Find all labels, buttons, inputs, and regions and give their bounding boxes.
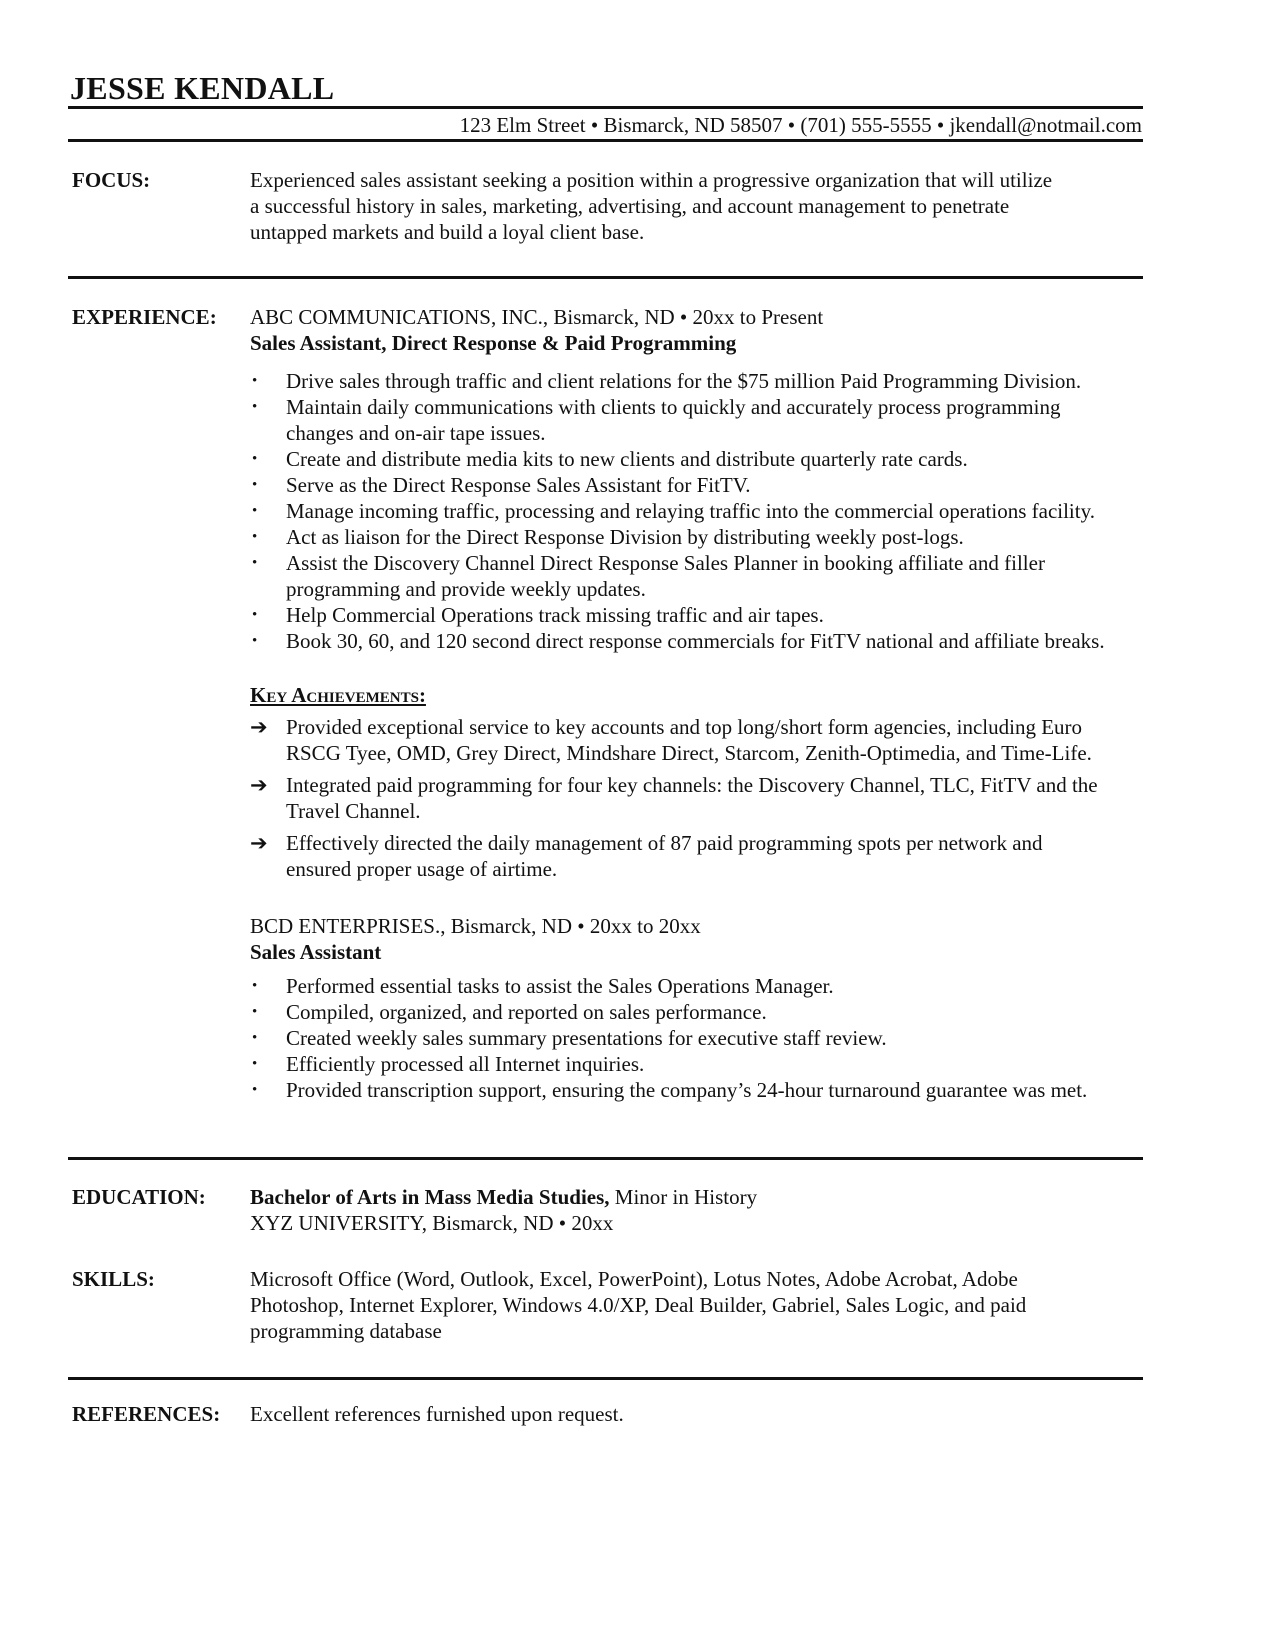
text-line: Manage incoming traffic, processing and relaying traffic into the commercial operations facility. xyxy=(286,499,1095,523)
arrow-icon: ➔ xyxy=(250,773,268,797)
text-line: Assist the Discovery Channel Direct Response Sales Planner in booking affiliate and filler xyxy=(286,551,1045,575)
text-line: ensured proper usage of airtime. xyxy=(286,857,558,881)
text-line: untapped markets and build a loyal client base. xyxy=(250,220,645,244)
achievements-list xyxy=(250,714,1140,882)
list-item xyxy=(250,1051,1140,1077)
references-label: REFERENCES: xyxy=(72,1402,221,1426)
text-line: Act as liaison for the Direct Response Division by distributing weekly post-logs. xyxy=(286,525,964,549)
arrow-icon: ➔ xyxy=(250,831,268,855)
job-bullets xyxy=(250,368,1140,654)
text-line: RSCG Tyee, OMD, Grey Direct, Mindshare Direct, Starcom, Zenith-Optimedia, and Time-Life. xyxy=(286,741,1092,765)
list-item xyxy=(250,973,1140,999)
text-line: Book 30, 60, and 120 second direct response commercials for FitTV national and affiliate breaks. xyxy=(286,629,1105,653)
list-item xyxy=(250,368,1140,394)
bullet-icon: • xyxy=(252,633,258,649)
job-company: ABC COMMUNICATIONS, INC., Bismarck, ND • 20xx to Present xyxy=(250,305,824,329)
text-line: Integrated paid programming for four key channels: the Discovery Channel, TLC, FitTV and the xyxy=(286,773,1098,797)
job-title: Sales Assistant xyxy=(250,940,382,964)
bullet-icon: • xyxy=(252,529,258,545)
text-line: Drive sales through traffic and client relations for the $75 million Paid Programming Division. xyxy=(286,369,1082,393)
job-company: BCD ENTERPRISES., Bismarck, ND • 20xx to 20xx xyxy=(250,914,701,938)
divider xyxy=(68,1377,1143,1380)
degree: Bachelor of Arts in Mass Media Studies, xyxy=(250,1185,610,1209)
divider xyxy=(68,106,1143,109)
divider xyxy=(68,276,1143,279)
divider xyxy=(68,139,1143,142)
text-line: Efficiently processed all Internet inquiries. xyxy=(286,1052,645,1076)
bullet-icon: • xyxy=(252,607,258,623)
list-item xyxy=(250,602,1140,628)
references-text: Excellent references furnished upon request. xyxy=(250,1402,624,1426)
bullet-icon: • xyxy=(252,399,258,415)
list-item xyxy=(250,472,1140,498)
text-line: a successful history in sales, marketing, advertising, and account management to penetrate xyxy=(250,194,1010,218)
key-achievements-heading: Key Achievements: xyxy=(250,683,426,707)
skills-label: SKILLS: xyxy=(72,1267,155,1291)
list-item xyxy=(250,498,1140,524)
bullet-icon: • xyxy=(252,1082,258,1098)
list-item xyxy=(250,1077,1140,1103)
text-line: Photoshop, Internet Explorer, Windows 4.0/XP, Deal Builder, Gabriel, Sales Logic, and paid xyxy=(250,1293,1027,1317)
job-bullets xyxy=(250,973,1140,1103)
focus-label: FOCUS: xyxy=(72,168,151,192)
bullet-icon: • xyxy=(252,477,258,493)
text-line: Travel Channel. xyxy=(286,799,421,823)
skills-text xyxy=(250,1266,1140,1344)
text-line: programming database xyxy=(250,1319,442,1343)
list-item xyxy=(250,524,1140,550)
text-line: Create and distribute media kits to new clients and distribute quarterly rate cards. xyxy=(286,447,968,471)
list-item xyxy=(250,628,1140,654)
text-line: changes and on-air tape issues. xyxy=(286,421,546,445)
school: XYZ UNIVERSITY, Bismarck, ND • 20xx xyxy=(250,1211,614,1235)
list-item xyxy=(250,446,1140,472)
list-item xyxy=(250,1025,1140,1051)
text-line: Compiled, organized, and reported on sales performance. xyxy=(286,1000,767,1024)
text-line: Help Commercial Operations track missing traffic and air tapes. xyxy=(286,603,824,627)
bullet-icon: • xyxy=(252,373,258,389)
candidate-name: JESSE KENDALL xyxy=(70,70,335,106)
text-line: Provided exceptional service to key accounts and top long/short form agencies, including Euro xyxy=(286,715,1083,739)
divider xyxy=(68,1157,1143,1160)
text-line: Effectively directed the daily management of 87 paid programming spots per network and xyxy=(286,831,1043,855)
text-line: programming and provide weekly updates. xyxy=(286,577,646,601)
contact-info: 123 Elm Street • Bismarck, ND 58507 • (701) 555-5555 • jkendall@notmail.com xyxy=(459,113,1142,137)
focus-text xyxy=(250,167,1140,245)
bullet-icon: • xyxy=(252,1030,258,1046)
bullet-icon: • xyxy=(252,451,258,467)
text-line: Serve as the Direct Response Sales Assistant for FitTV. xyxy=(286,473,751,497)
list-item xyxy=(250,772,1140,824)
bullet-icon: • xyxy=(252,1004,258,1020)
education-text xyxy=(250,1184,1140,1236)
bullet-icon: • xyxy=(252,555,258,571)
arrow-icon: ➔ xyxy=(250,715,268,739)
bullet-icon: • xyxy=(252,1056,258,1072)
experience-label: EXPERIENCE: xyxy=(72,305,217,329)
list-item xyxy=(250,714,1140,766)
bullet-icon: • xyxy=(252,978,258,994)
text-line: Microsoft Office (Word, Outlook, Excel, PowerPoint), Lotus Notes, Adobe Acrobat, Adobe xyxy=(250,1267,1018,1291)
text-line: Provided transcription support, ensuring the company’s 24-hour turnaround guarantee was met. xyxy=(286,1078,1088,1102)
list-item xyxy=(250,999,1140,1025)
minor: Minor in History xyxy=(609,1185,758,1209)
text-line: Experienced sales assistant seeking a position within a progressive organization that will utilize xyxy=(250,168,1053,192)
job-bcd xyxy=(250,913,1140,965)
text-line: Performed essential tasks to assist the Sales Operations Manager. xyxy=(286,974,834,998)
list-item xyxy=(250,550,1140,602)
job-abc xyxy=(250,304,1140,356)
text-line: Created weekly sales summary presentations for executive staff review. xyxy=(286,1026,887,1050)
bullet-icon: • xyxy=(252,503,258,519)
list-item xyxy=(250,394,1140,446)
list-item xyxy=(250,830,1140,882)
job-title: Sales Assistant, Direct Response & Paid Programming xyxy=(250,331,737,355)
text-line: Maintain daily communications with clients to quickly and accurately process programming xyxy=(286,395,1061,419)
education-label: EDUCATION: xyxy=(72,1185,206,1209)
